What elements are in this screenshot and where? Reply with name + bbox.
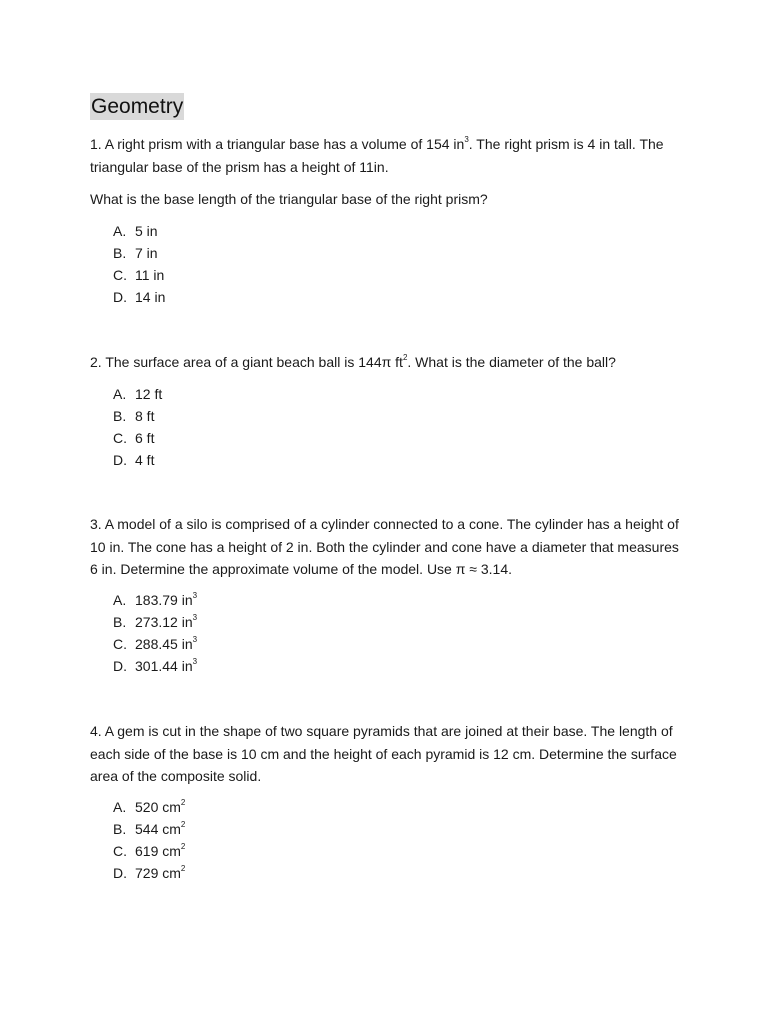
question-1-prompt: What is the base length of the triangular base of the right prism? bbox=[90, 191, 488, 207]
option-d[interactable]: D. 301.44 $in^3$ bbox=[113, 657, 198, 674]
option-c[interactable]: C. 6 ft bbox=[113, 430, 155, 446]
option-c[interactable]: C. 619 $cm^2$ bbox=[113, 842, 186, 859]
question-3-options bbox=[113, 589, 197, 677]
question-3-stem: 3. A model of a silo is comprised of a cylinder connected to a cone. The cylinder has a height of 10 in. The cone has a height of 2 in. Both the cylinder and cone have a diameter that measures 6 in. Determine the approximate volume of the model. Use π ≈ 3.14. bbox=[90, 516, 679, 577]
question-4-stem: 4. A gem is cut in the shape of two square pyramids that are joined at their base. The length of each side of the base is 10 cm and the height of each pyramid is 12 cm. Determine the surface area of the composite solid. bbox=[90, 723, 677, 784]
question-4-options bbox=[113, 796, 185, 884]
option-d[interactable]: D. 4 ft bbox=[113, 452, 155, 468]
option-a[interactable]: A. 12 ft bbox=[113, 386, 163, 402]
option-b[interactable]: B. 7 in bbox=[113, 245, 158, 261]
option-a[interactable]: A. 183.79 $in^3$ bbox=[113, 591, 198, 608]
option-b[interactable]: B. 544 $cm^2$ bbox=[113, 820, 186, 837]
question-2-options bbox=[113, 383, 162, 471]
question-1-options bbox=[113, 220, 165, 308]
option-a[interactable]: A. 5 in bbox=[113, 223, 158, 239]
option-d[interactable]: D. 729 $cm^2$ bbox=[113, 864, 186, 881]
option-c[interactable]: C. 11 in bbox=[113, 267, 165, 283]
option-c[interactable]: C. 288.45 $in^3$ bbox=[113, 635, 198, 652]
option-d[interactable]: D. 14 in bbox=[113, 289, 166, 305]
option-b[interactable]: B. 273.12 $in^3$ bbox=[113, 613, 198, 630]
page-title: Geometry bbox=[91, 95, 184, 118]
question-2-stem: 2. The surface area of a giant beach ball is 144π $ft^2$. What is the diameter of the ball? bbox=[90, 353, 616, 370]
option-b[interactable]: B. 8 ft bbox=[113, 408, 155, 424]
question-1-stem: 1. A right prism with a triangular base has a volume of 154 $in^3$. The right prism is 4 in tall. The triangular base of the prism has a height of 11in. bbox=[90, 135, 664, 175]
option-a[interactable]: A. 520 $cm^2$ bbox=[113, 798, 186, 815]
